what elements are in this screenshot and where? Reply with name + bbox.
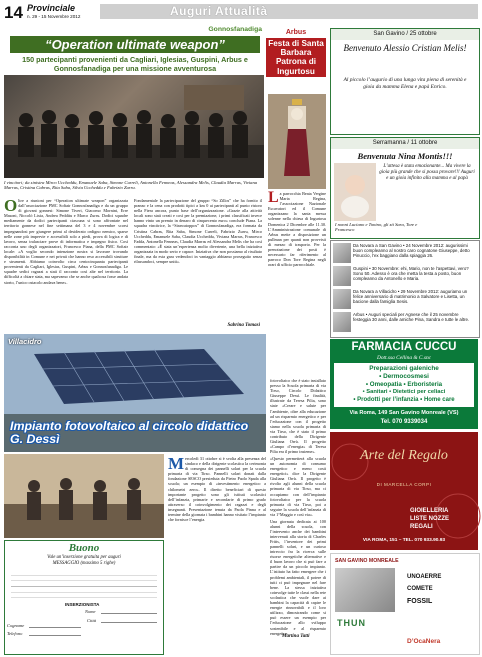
coupon-message-label: MESSAGGIO (massimo 5 righe) bbox=[52, 561, 116, 566]
arte-product: LISTE NOZZE bbox=[410, 516, 449, 522]
brand-logo: FOSSIL bbox=[407, 598, 433, 605]
notice-photo bbox=[333, 266, 351, 286]
villacidro-headline: Impianto fotovoltaico al circolo didattico G. Dessì bbox=[10, 419, 249, 447]
coupon-box bbox=[4, 540, 164, 655]
farmacia-item-row: • Omeopatia • Erboristeria bbox=[365, 381, 443, 388]
coupon-city-label: Città bbox=[87, 618, 97, 623]
arte-address: VIA ROMA, 151 – TEL. 070 933.90.93 bbox=[362, 538, 446, 543]
farmacia-ad[interactable] bbox=[330, 339, 478, 429]
baby-photo bbox=[334, 163, 376, 221]
greeting-1-text: Al piccolo l’augurio di una lunga vita piena di serenità e gioia da mamma Elena e papà Enrico. bbox=[343, 77, 467, 90]
brand-logo: D’OcaNera bbox=[407, 638, 441, 645]
article-kicker: Gonnosfanadiga bbox=[208, 26, 262, 33]
farmacia-item: Erboristeria bbox=[407, 381, 443, 388]
notice-photo bbox=[333, 312, 351, 332]
farmacia-item: Sanitari bbox=[366, 389, 388, 395]
arte-product: GIOIELLERIA bbox=[410, 508, 449, 514]
arte-subtitle: DI MARCELLA CORPI bbox=[376, 482, 432, 487]
greeting-1-header: San Gavino / 25 ottobre bbox=[331, 29, 479, 40]
main-article bbox=[4, 26, 264, 332]
arbus-kicker: Arbus bbox=[285, 29, 307, 36]
coupon-name-field[interactable] bbox=[101, 613, 157, 614]
brand-logo: THUN bbox=[337, 618, 366, 628]
notice-item bbox=[333, 243, 477, 265]
farmacia-title: FARMACIA CUCCU bbox=[351, 341, 457, 353]
coupon-phone-label: Telefono bbox=[7, 631, 23, 636]
coupon-phone-field[interactable] bbox=[29, 635, 81, 636]
photo-caption: I vincitori; da sinistra Mirco Uccheddu, Emanuele Saba, Simone Curreli, Antonella Fenneas, Alessandra Melis, Claudia Marras, Viviana Marras, Cristina Cabras, Rita Saba, Silvia Uccheddu e Fabrizio Zurru. bbox=[4, 180, 258, 191]
coupon-subtitle: Vale un’inserzione gratuita per auguri bbox=[47, 555, 121, 560]
farmacia-address: Via Roma, 149 San Gavino Monreale (VS) bbox=[349, 410, 459, 416]
greeting-1-title: Benvenuto Alessio Cristian Melis! bbox=[343, 43, 467, 53]
farmacia-phone: Tel. 070 9339034 bbox=[380, 419, 428, 425]
notice-text: Da Novara a Villacidro • 29 Novembre 2012: auguriamo un felice anniversario di matrimonio a Salvatore e Lisetta, un bacione dalla famiglia Sesis. bbox=[353, 289, 468, 305]
page-header bbox=[0, 0, 482, 24]
brand-logo: COMETE bbox=[407, 586, 433, 592]
arte-regalo-ad[interactable] bbox=[330, 432, 478, 550]
article-body-col1 bbox=[4, 198, 128, 330]
arbus-dropcap: L bbox=[268, 189, 279, 206]
notice-text: Arbus • Auguri speciali per Agnese che il 25 novembre festeggia 30 anni, dalle amiche Pina, Sandra e tutte le altre. bbox=[353, 312, 470, 323]
continued-quote: «Questo permetterà alla scuola un autonomia di consumo energetico e meno costi energetici» dice la Dirigente Giuliana Orrù. Il progetto è rivolto agli alunni della scuola primaria di via Tirso, ma ci occupiamo con dell’impianto fotovoltaico per la scuola primaria di via Tirso, poi a seguire la scuola dell’infanzia di via 1°Maggio e così via». bbox=[270, 455, 326, 517]
farmacia-item-row: • Prodotti per l’infanzia • Home care bbox=[353, 397, 455, 403]
article-headline: “Operation ultimate weapon” bbox=[10, 36, 260, 53]
coupon-city-field[interactable] bbox=[101, 622, 157, 623]
continued-text: fotovoltaico che è stato installato presso la Scuola primaria di via Tirso, Circolo Didattico Giuseppe Dessì. Le finalità, illustrate da Teresa Pilia, sono state «Creare e salute per l’ambiente, oltre alla educazione ad un risparmio energetico e per l’educazione con il progetto siamo nella scuola primaria di via Tirso, che è stato il primo contributo della Dirigente Giuliana Orrù. Il progetto «Campo d’energia» di Teresa Pilia era il primo insieme». bbox=[270, 378, 326, 455]
farmacia-item-row: • Sanitari • Dietetici per celiaci bbox=[362, 389, 446, 395]
article-dropcap: O bbox=[4, 196, 18, 215]
coupon-surname-field[interactable] bbox=[29, 627, 81, 628]
farmacia-item: Prodotti per l’infanzia bbox=[357, 397, 419, 403]
villacidro-body bbox=[168, 456, 266, 656]
villacidro-kicker: Villacidro bbox=[8, 337, 42, 346]
masthead-logo: Provinciale bbox=[27, 3, 76, 13]
villacidro-body-text: ercoledì 31 ottobre si è svolta alla presenza del sindaco e della dirigente scolastica la cerimonia di consegna dei pannelli solari per la scuola primaria di via Tirso. Pannelli solari donati dalla fondazione SESCO presieduta da Pietro Paolo Spada alla scuola; un esempio di «investimento energetico a chilometri zero». Il diretto beneficiari di questo importante progetto sono gli istituti scolastici dell’infanzia, primarie e secondarie di primo grado attraverso il coinvolgimento dei ragazzi e degli insegnanti. Presentazione tenuta da Paola Pinna e al termine della giornata i bambini hanno visitato l’impianto che fornisce l’energia. bbox=[168, 456, 266, 523]
brands-ad[interactable] bbox=[330, 553, 480, 655]
ceremony-figures bbox=[4, 454, 164, 538]
notice-item bbox=[333, 266, 477, 288]
notice-photo bbox=[333, 289, 351, 309]
arbus-headline: Festa di Santa Barbara Patrona di Ingurtosu bbox=[266, 38, 326, 77]
arte-product: REGALI bbox=[410, 524, 433, 530]
villacidro-continued-col bbox=[270, 378, 326, 636]
notices-box bbox=[330, 240, 480, 338]
continued-author: Martina Tatti bbox=[282, 634, 310, 639]
arbus-body bbox=[268, 191, 326, 296]
greeting-card-2 bbox=[330, 137, 480, 239]
page-number: 14 bbox=[4, 3, 23, 22]
farmacia-owner: Dott.ssa Cellina & C.snc bbox=[376, 355, 432, 361]
coupon-surname-label: Cognome bbox=[7, 623, 25, 628]
arbus-photo bbox=[268, 94, 326, 189]
section-title: Auguri Attualità bbox=[170, 4, 268, 18]
villacidro-article bbox=[4, 334, 266, 534]
greeting-2-title: Benvenuta Nina Montis!!! bbox=[357, 151, 453, 161]
arbus-body-text: a parrocchia Beata Vergine Maria Regina, l’associazione Nazionale Escavatori ed il Comune organizzano la santa messa solenne nella chiesa di Ingurtosu Domenica 2 Dicembre alle 11.30. L’Amministrazione comunale di Arbus mette a disposizione un pullman per quanti non provvisti di mezzo di trasporto. Per la prenotazione dei posti è necessario far riferimento al parroco Don Tore Regina negli orari di ufficio parrocchiale. bbox=[268, 191, 326, 268]
article-body-text-2: Fondamentale la partecipazione del gruppo “So Zillos” che ha fornito il pranzo e la cena con prodotti tipici a km 0 ai partecipanti al punto ristoro nella Fiera ancora, punto base dell’organizzazione. «Grazie alla attività locali sono stati creati e così per la premiazione, i primi classificati invece hanno vinto un premio in denaro di cinquecento euro» conclude Piana. La squadra vincitrice, la “Strawatoppos” di Gonnosfanadiga, era formata da Cristina Cabras, Rita Saba, Simone Curreli, Fabrizio Zurru, Mirco Uccheddu, Emanuele Saba, Claudia Uccheddu, Viviana Marras, Francesco Fadda, Antonella Fenneas, Claudia Marras ed Alessandra Melis che ha così commentato: «È stata un’esperienza molto divertente, una bella iniziativa organizzata in modo serio e capace. Iniziativa che non possiamo al risultato finale, ma da esta gara vedendoci in vantaggio abbiamo proseguito senza rilassandoci, sempre uniti». bbox=[134, 198, 262, 265]
greeting-card-1 bbox=[330, 28, 480, 135]
article-body-text: ltre a riunioni per “Operation ultimate weapon” organizzata dall’associazione PMC Softair Gonnosfanadiga e da un gruppo di giovani gonnesi: Simone Tiveri, Giacomo Mornini, Erre Masoni, Niccolò Lixia, Andrea Pedditu e Marco Zurru. Dodici squadre mediamente da dodici partecipanti ciascuna si sono affrontate nel territorio gonnese nel fine settimana del 3 e 4 novembre scorsi impegnandosi per giungere primi al desiderato ordigno nemico, sparse nelle zone più impervie e accessibili solo a piedi, prova di logica e di lavoro, senza tralasciare prove di informatica e impegno fisico. Così racconta uno degli organizzatori, Francesco Piana, della PMC Softair locale: «A voglio secondo intenzione nostra si lavorare trovando disponibilità in Comune e nei privati che hanno reso accessibili strutture e strumenti. Abbiamo coinvolto circa centocinquanta partecipanti provenienti da Cagliari, Iglesias, Guspini, Arbus e Gonnosfanadiga. Le squadre sedici ragazzi a stati il racconto così alte nel territorio. La difficoltà a chiare stata, ma sapevamo che se anche qualcosa fosse andata storto, l’unico ostacolo andava bene». bbox=[4, 198, 128, 285]
article-author: Sabrina Tomasi bbox=[227, 323, 260, 328]
farmacia-item: Omeopatia bbox=[369, 381, 402, 388]
greeting-2-header: Serramanna / 11 ottobre bbox=[331, 138, 479, 149]
farmacia-item-row: • Dermocosmesi bbox=[379, 373, 429, 380]
coupon-name-label: Nome bbox=[85, 609, 96, 614]
farmacia-item: Home care bbox=[423, 397, 455, 403]
farmacia-item: Dermocosmesi bbox=[383, 373, 429, 380]
farmacia-item: Dietetici per celiaci bbox=[392, 389, 446, 395]
brands-town: SAN GAVINO MONREALE bbox=[335, 558, 399, 564]
notice-item bbox=[333, 312, 477, 334]
notice-photo bbox=[333, 243, 351, 263]
greeting-2-signed: I nonni Luciano e Tonino, gli zii Sara, Tore e Francesco bbox=[335, 222, 418, 233]
villacidro-dropcap: M bbox=[168, 454, 185, 473]
article-subhead: 150 partecipanti provenienti da Cagliari, Iglesias, Guspini, Arbus e Gonnosfanadiga per una missione avventurosa bbox=[22, 55, 248, 73]
coupon-title: Buono bbox=[68, 542, 100, 554]
notice-text: Guspini • 30 Novembre: ehi, Mario, non te l’aspettavi, vero? Sono 50. Adesso è ora che metta la testa a posto, buon compleanno da Antonello e Maria. bbox=[353, 266, 469, 282]
baby-icon bbox=[334, 163, 376, 221]
notice-text: Da Novara a San Gavino • 24 Novembre 2012: augurissimi buon compleanno al nostro caro cognatone Giuseppe, detto Pinuccio, l’ex baggiano dalla spiaggia 26. bbox=[353, 243, 470, 259]
notice-item bbox=[333, 289, 477, 311]
greeting-2-text: L’attesa è stata emozionante... Ma vivere la gioia più grande che si possa provare!!! Auguri e un gioia infinito alla mamma e al papà bbox=[379, 164, 475, 181]
brand-logo: UNOAERRE bbox=[407, 574, 442, 580]
church-statue-icon bbox=[268, 94, 326, 189]
issue-date: n. 29 - 15 Novembre 2012 bbox=[27, 14, 81, 19]
ceremony-photo bbox=[4, 454, 164, 538]
section-bar bbox=[100, 4, 478, 19]
arte-title: Arte del Regalo bbox=[360, 448, 448, 463]
group-photo bbox=[4, 75, 264, 178]
farmacia-item: Preparazioni galeniche bbox=[369, 365, 439, 372]
continued-text-2: Una giornata dedicata ai 100 alunni della scuola, con l’intervento anche dei bambini intervenuti alla storia di Charles Fritts, l’inventore dei primi pannelli solari, e un curioso intreccio fra la ricerca sulle risorse energetiche alternative e il buon lavoro che si può fare a partire da un piccolo impianto. L’istituto ha fatto emergere che i problemi ambientali, il potere di tutti ci può impegnare nel fare bene. La stessa iniziativa coinvolge tutte le classi nella rete scolastica che vuole dare ai bambini la capacità di capire le energie rinnovabili e il loro utilizzo, dimostrando come si può essere un esempio per l’educazione allo sviluppo sostenibile e al risparmio energetico. bbox=[270, 518, 326, 636]
coupon-message-lines[interactable] bbox=[11, 570, 157, 598]
article-body-col2 bbox=[134, 198, 262, 322]
group-photo-figures bbox=[4, 75, 264, 178]
jewelry-photo bbox=[335, 568, 395, 612]
coupon-sender-label: INSERZIONISTA bbox=[65, 602, 100, 607]
